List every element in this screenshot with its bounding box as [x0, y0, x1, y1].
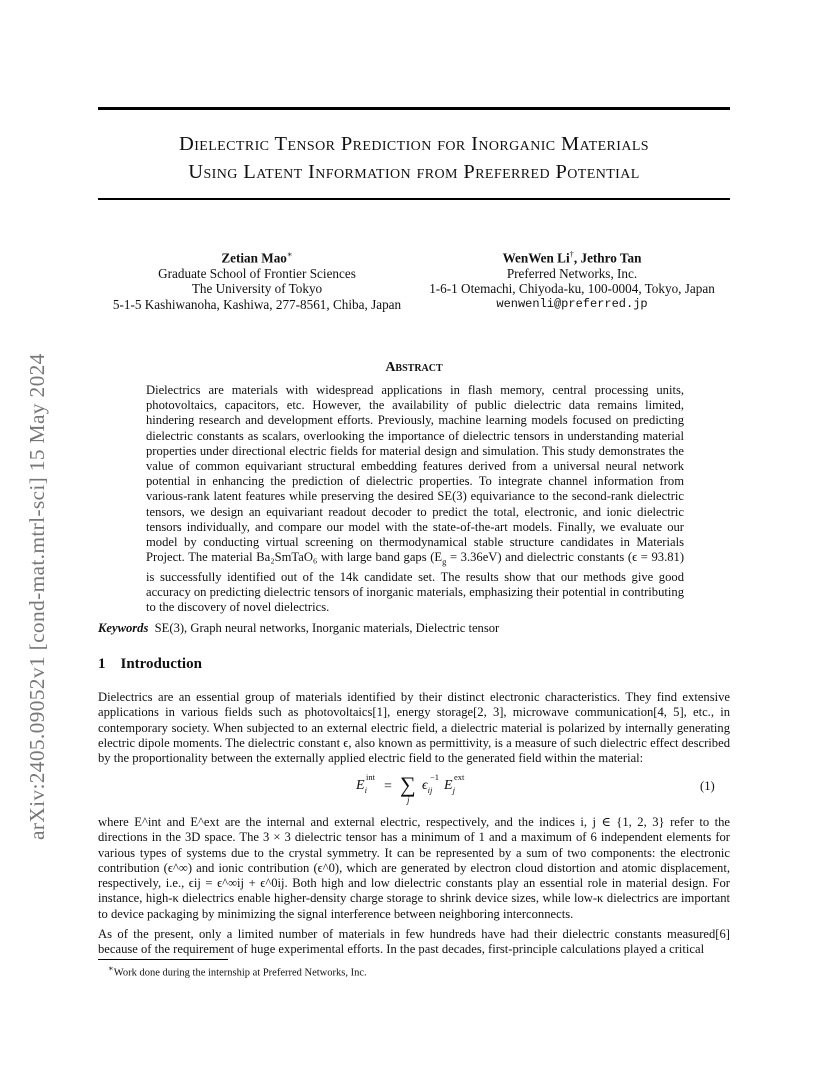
- author-affiliation: The University of Tokyo: [191, 281, 323, 297]
- section-title: Introduction: [120, 656, 202, 672]
- author-address: 5-1-5 Kashiwanoha, Kashiwa, 277-8561, Chiba, Japan: [112, 296, 402, 312]
- author-name: , Jethro Tan: [573, 250, 642, 266]
- paper-title-line-1: Dielectric Tensor Prediction for Inorganic Materials: [179, 133, 649, 155]
- title-bottom-rule: [98, 198, 730, 200]
- abstract-part: with large band gaps (E: [317, 550, 443, 565]
- equation-1: $E_i$ int = ∑ j $\epsilon_{ij}$ −1 $E_j$ ext: [356, 772, 465, 805]
- keywords-list: SE(3), Graph neural networks, Inorganic materials, Dielectric tensor: [154, 621, 500, 635]
- keywords-line: [98, 621, 730, 636]
- title-top-rule: [98, 107, 730, 110]
- abstract-subscript: g: [442, 556, 447, 567]
- paper-title-line-2: Using Latent Information from Preferred Potential: [188, 161, 640, 183]
- abstract-heading: Abstract: [385, 360, 443, 375]
- footnote-mark: ∗: [108, 963, 114, 973]
- intro-paragraph-3: As of the present, only a limited number of materials in few hundreds have had their dielectric constants measured[6] because of the requirement of huge experimental efforts. In the past decades, first-principle calculations played a critical: [98, 927, 730, 957]
- keywords-label: Keywords: [98, 621, 149, 635]
- author-name: WenWen Li: [502, 250, 570, 266]
- author-address: 1-6-1 Otemachi, Chiyoda-ku, 100-0004, Tokyo, Japan: [429, 281, 715, 297]
- footnote-text: Work done during the internship at Preferred Networks, Inc.: [113, 967, 367, 979]
- author-affiliation: Graduate School of Frontier Sciences: [158, 265, 356, 281]
- abstract-text: [146, 383, 684, 616]
- abstract-formula: Ba₂SmTaO₆: [256, 550, 318, 565]
- arxiv-identifier: arXiv:2405.09052v1 [cond-mat.mtrl-sci] 15 May 2024: [25, 353, 49, 840]
- equation-number: (1): [700, 779, 715, 793]
- footnote-rule: [98, 959, 228, 960]
- author-footnote-mark: †: [569, 249, 574, 259]
- author-affiliation: Preferred Networks, Inc.: [506, 265, 638, 281]
- author-name: Zetian Mao: [221, 250, 287, 266]
- section-number: 1: [98, 656, 106, 672]
- author-block-2: [412, 247, 732, 312]
- intro-paragraph-1: Dielectrics are an essential group of materials identified by their distinct electronic characteristics. They find extensive applications in various fields such as photovoltaics[1], energy storage[2, 3], microwave communication[4, 5], etc., in contemporary society. When subjected to an external electric field, a dielectric material is polarized by internally generating electric dipole moments. The dielectric constant ϵ, also known as permittivity, is a measure of such dielectric effect described by the proportionality between the externally applied electric field to the generated field within the material:: [98, 690, 730, 766]
- author-footnote-mark: ∗: [286, 249, 293, 259]
- footnote: [108, 963, 367, 979]
- abstract-part: = 3.36eV) and dielectric constants (ϵ = 93.81) is successfully identified out of the 14k candidate set. The results show that our methods give good accuracy on predicting dielectric tensors of inorganic materials, emphasizing their potential in contributing to the discovery of novel dielectrics.: [146, 550, 685, 615]
- section-heading: [98, 656, 202, 673]
- author-block-1: [98, 247, 416, 312]
- abstract-part: Dielectrics are materials with widespread applications in flash memory, central processing units, photovoltaics, capacitors, etc. However, the availability of public dielectric data remains limited, hindering research and development efforts. Previously, machine learning models focused on predicting dielectric constants as scalars, overlooking the importance of dielectric tensors in understanding material properties under directional electric fields for material design and simulation. This study demonstrates the value of common equivariant structural embedding features derived from a universal neural network potential in enhancing the prediction of dielectric properties. To integrate channel information from various-rank latent features while preserving the desired SE(3) equivariance to the second-rank dielectric tensors, we design an equivariant readout decoder to predict the total, electronic, and ionic dielectric tensors individually, and compare our model with the state-of-the-art models. Finally, we evaluate our model by conducting virtual screening on thermodynamical stable structure candidates in Materials Project. The material: [146, 383, 684, 565]
- intro-paragraph-2: where E^int and E^ext are the internal and external electric, respectively, and the indices i, j ∈ {1, 2, 3} refer to the directions in the 3D space. The 3 × 3 dielectric tensor has a minimum of 1 and a maximum of 6 independent elements for various types of systems due to the crystal symmetry. It can be represented by a sum of two components: the electronic contribution (ϵ^∞) and ionic contribution (ϵ^0), which are generated by electron cloud distortion and atomic displacement, respectively, i.e., ϵij = ϵ^∞ij + ϵ^0ij. Both high and low dielectric constants play an essential role in material design. For instance, high-κ dielectrics enable higher-density charge storage to shrink device sizes, while low-κ dielectrics are important to device packaging by minimizing the signal interference between neighboring interconnects.: [98, 815, 730, 921]
- author-email[interactable]: wenwenli@preferred.jp: [496, 296, 648, 311]
